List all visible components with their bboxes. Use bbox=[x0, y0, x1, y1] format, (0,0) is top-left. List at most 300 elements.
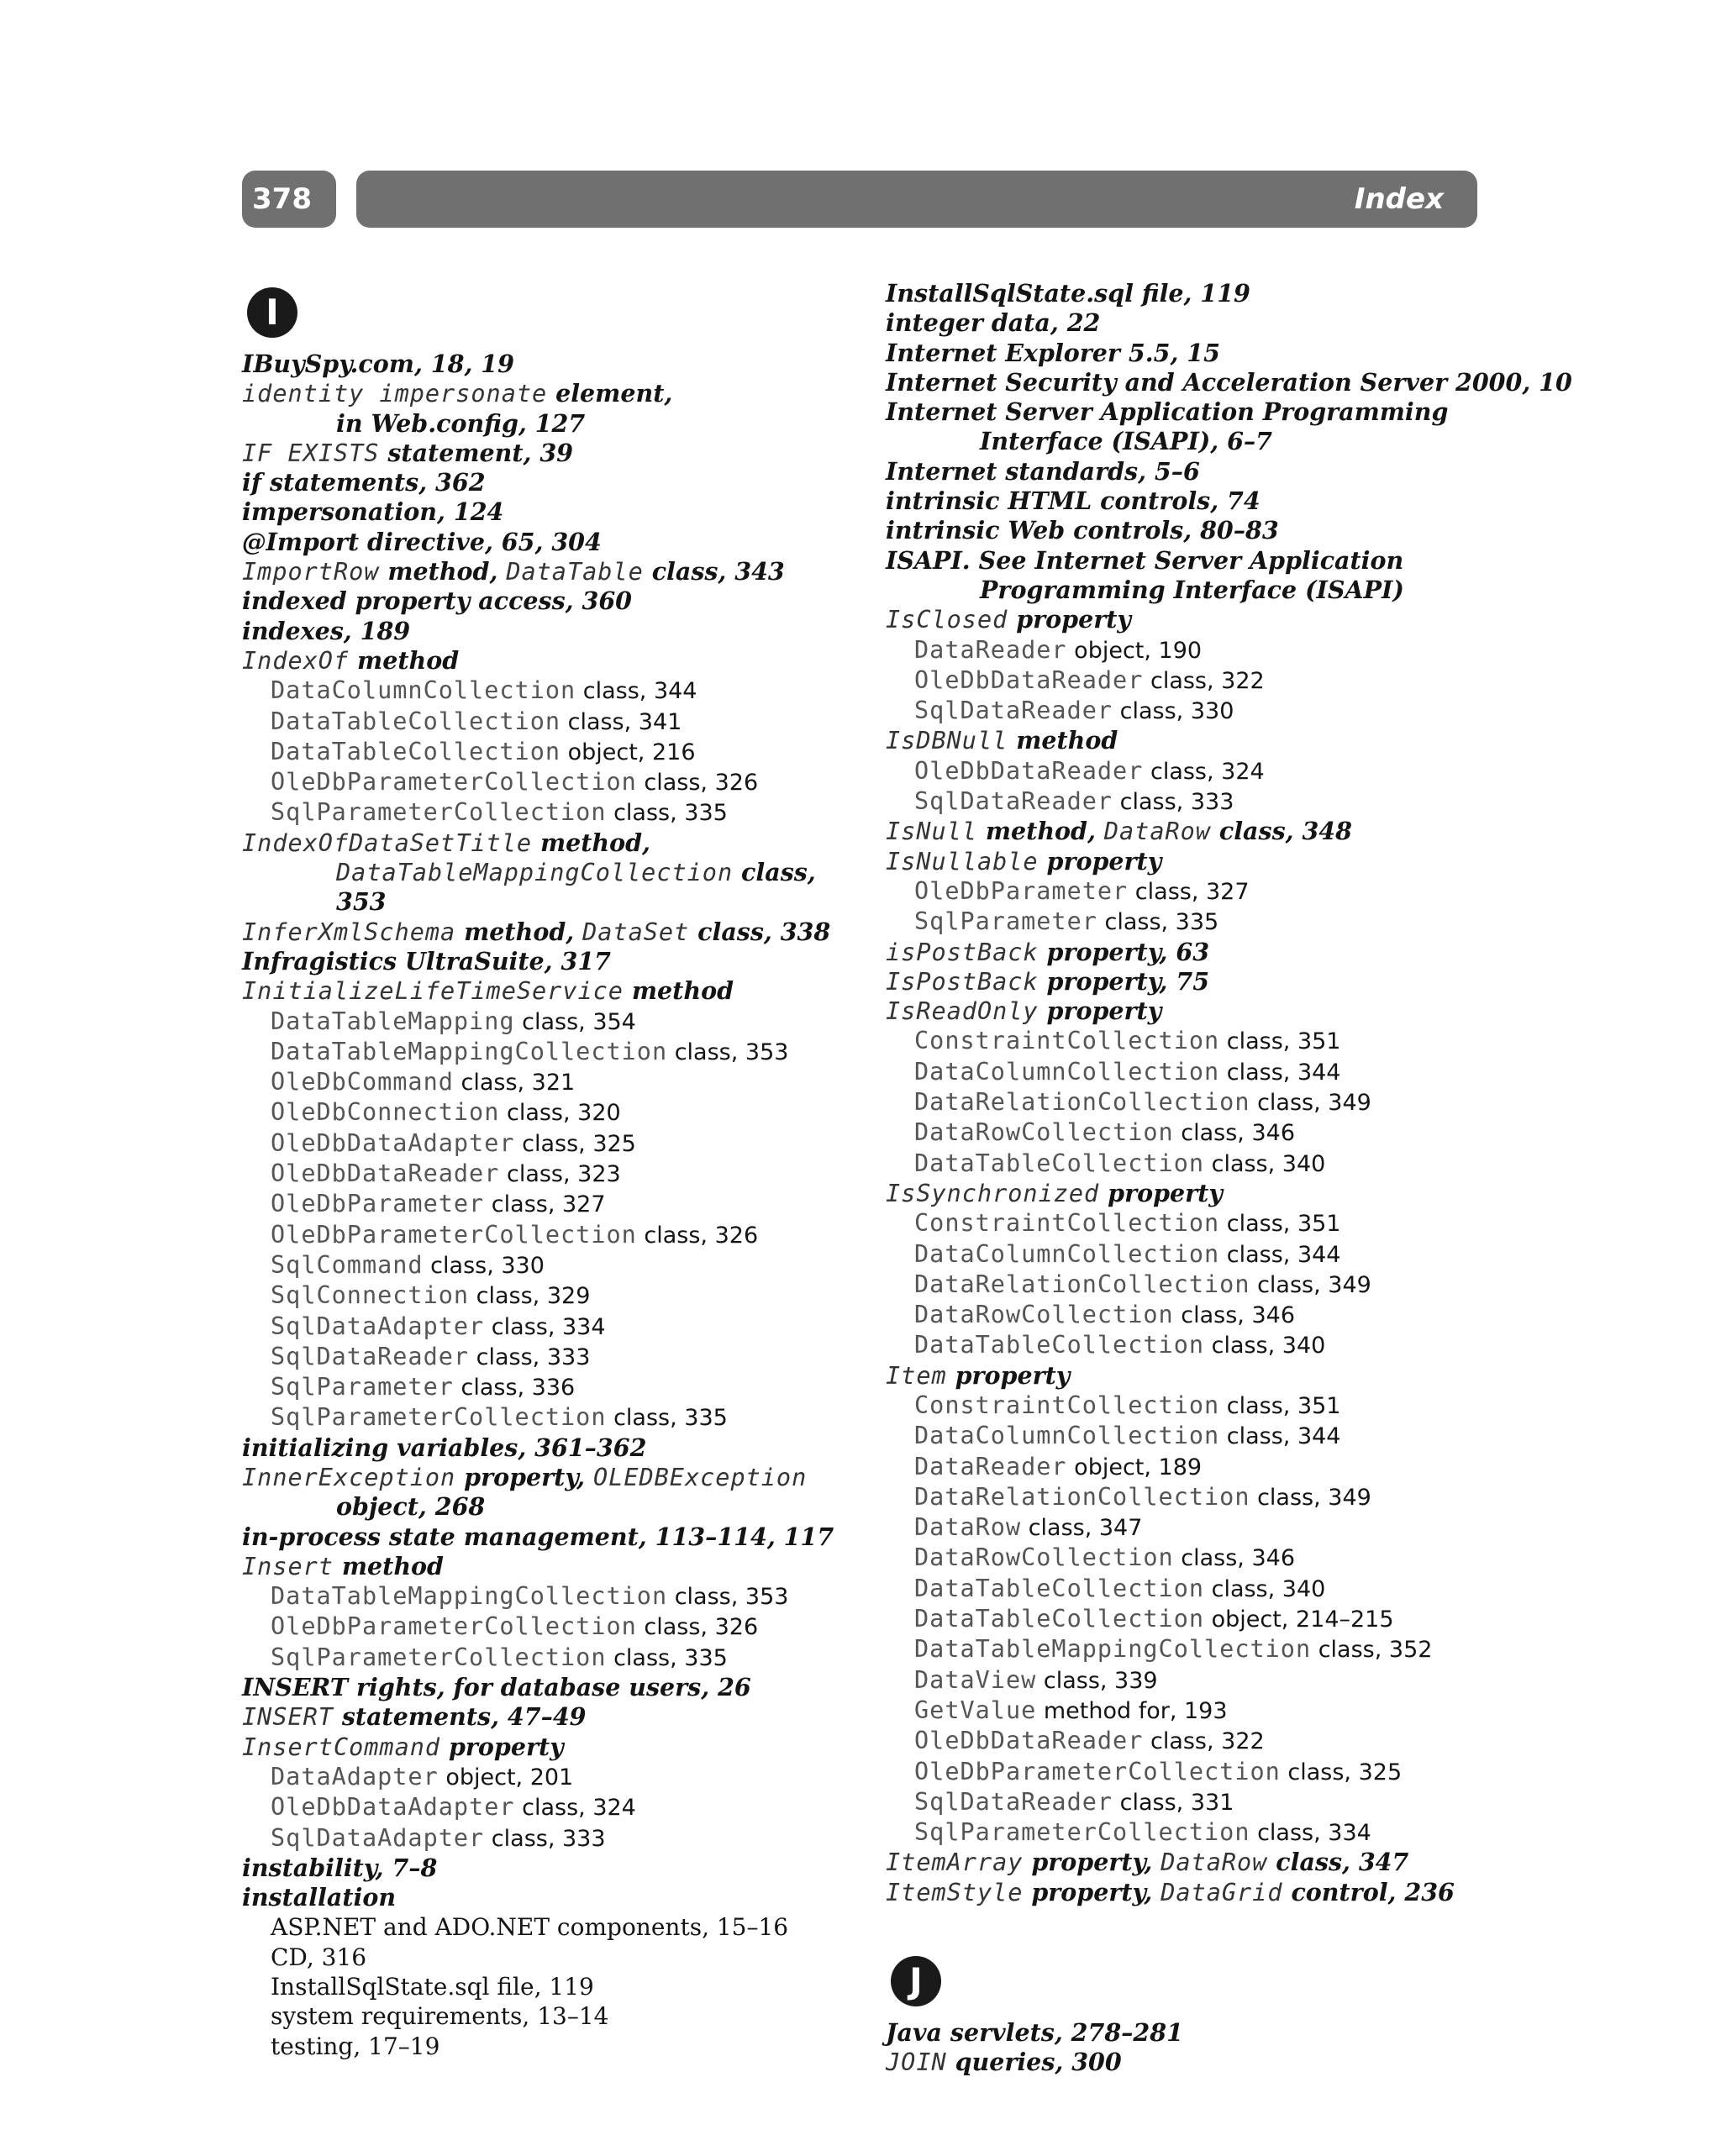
index-subentry bbox=[242, 1581, 881, 1612]
code-term: ItemArray bbox=[886, 1848, 1024, 1877]
entry-text: Internet Explorer 5.5, 15 bbox=[886, 338, 1220, 367]
entry-text: class, 326 bbox=[636, 1614, 759, 1641]
code-term: OleDbConnection bbox=[271, 1098, 500, 1127]
index-entry bbox=[242, 918, 881, 947]
code-term: SqlCommand bbox=[271, 1250, 424, 1279]
index-entry bbox=[242, 646, 881, 676]
code-term: SqlParameter bbox=[271, 1373, 454, 1401]
code-term: OleDbParameterCollection bbox=[271, 768, 637, 797]
entry-continuation bbox=[886, 427, 1524, 456]
entry-text: control, 236 bbox=[1282, 1877, 1455, 1906]
entry-text: class, 335 bbox=[606, 1644, 728, 1671]
index-subentry bbox=[886, 1149, 1524, 1179]
code-term: OleDbDataReader bbox=[271, 1160, 500, 1188]
code-term: isPostBack bbox=[886, 938, 1039, 966]
entry-text: class, 326 bbox=[636, 770, 759, 797]
index-subentry bbox=[886, 665, 1524, 696]
entry-text: object, 189 bbox=[1066, 1454, 1203, 1480]
entry-text: class, 346 bbox=[1173, 1120, 1296, 1147]
index-subentry bbox=[242, 1067, 881, 1097]
entry-text: InstallSqlState.sql file, 119 bbox=[271, 1973, 594, 2001]
code-term: SqlParameterCollection bbox=[271, 1643, 607, 1671]
index-subentry bbox=[242, 1007, 881, 1037]
entry-text: method, bbox=[976, 817, 1104, 846]
index-subentry bbox=[886, 1300, 1524, 1330]
code-term: IsPostBack bbox=[886, 967, 1039, 996]
entry-text: class, 333 bbox=[1113, 789, 1234, 816]
code-term: DataRelationCollection bbox=[914, 1270, 1250, 1298]
code-term: DataTableCollection bbox=[271, 737, 561, 765]
index-entry bbox=[886, 967, 1524, 996]
page-number: 378 bbox=[242, 171, 336, 228]
index-entries bbox=[242, 350, 881, 2061]
entry-text: testing, 17–19 bbox=[271, 2032, 440, 2060]
index-subentry bbox=[886, 1208, 1524, 1238]
index-subentry bbox=[886, 1634, 1524, 1664]
index-subentry bbox=[886, 1330, 1524, 1360]
entry-text: InstallSqlState.sql file, 119 bbox=[886, 279, 1250, 308]
code-term: ConstraintCollection bbox=[914, 1209, 1220, 1238]
entry-text: Internet standards, 5–6 bbox=[886, 456, 1200, 486]
entry-text: class, 334 bbox=[484, 1313, 606, 1340]
code-term: DataColumnCollection bbox=[914, 1422, 1220, 1450]
entry-text: class, 327 bbox=[1128, 878, 1250, 905]
index-subentry bbox=[242, 1912, 881, 1942]
entry-text: class, 351 bbox=[1219, 1028, 1341, 1055]
entry-text: property bbox=[1038, 996, 1162, 1026]
index-entry bbox=[242, 947, 881, 976]
entry-text: class, 340 bbox=[1204, 1150, 1326, 1177]
code-term: DataColumnCollection bbox=[914, 1239, 1220, 1268]
index-subentry bbox=[886, 1726, 1524, 1756]
index-entry bbox=[242, 468, 881, 497]
index-entry bbox=[242, 439, 881, 468]
index-subentry bbox=[242, 1220, 881, 1250]
index-column-right bbox=[886, 279, 1572, 2078]
code-term: DataTableMappingCollection bbox=[914, 1635, 1312, 1664]
code-term: DataRelationCollection bbox=[914, 1482, 1250, 1511]
index-subentry bbox=[886, 756, 1524, 786]
index-entry bbox=[242, 976, 881, 1006]
entry-text: class, 349 bbox=[1250, 1484, 1371, 1511]
code-term: DataColumnCollection bbox=[914, 1057, 1220, 1086]
code-term: Item bbox=[886, 1361, 947, 1390]
section-letter-i: I bbox=[247, 287, 297, 338]
entry-text: class, 333 bbox=[469, 1344, 591, 1370]
code-term: OleDbParameterCollection bbox=[271, 1612, 637, 1641]
code-term: OleDbParameter bbox=[914, 876, 1129, 905]
index-entry bbox=[886, 2018, 1524, 2048]
index-entry bbox=[886, 397, 1524, 457]
entry-text: initializing variables, 361–362 bbox=[242, 1433, 647, 1462]
index-entry bbox=[242, 1702, 881, 1732]
entry-text: class, 344 bbox=[1219, 1059, 1341, 1086]
index-entry bbox=[242, 586, 881, 616]
index-entry bbox=[242, 379, 881, 439]
entry-text: class, 329 bbox=[469, 1283, 591, 1310]
section-letter-j: J bbox=[891, 1956, 941, 2006]
index-subentry bbox=[242, 1612, 881, 1642]
code-term: IsNullable bbox=[886, 847, 1039, 876]
index-subentry bbox=[886, 1087, 1524, 1117]
code-term: DataTableCollection bbox=[914, 1605, 1205, 1633]
entry-text: method bbox=[349, 645, 460, 675]
index-subentry bbox=[886, 1512, 1524, 1543]
entry-text: in Web.config, 127 bbox=[336, 408, 586, 438]
entry-text: class, 353 bbox=[667, 1584, 789, 1611]
index-entry bbox=[242, 528, 881, 557]
entry-text: @Import directive, 65, 304 bbox=[242, 527, 602, 556]
entry-text: intrinsic Web controls, 80–83 bbox=[886, 516, 1279, 545]
code-term: Insert bbox=[242, 1552, 334, 1580]
entry-text: class, 347 bbox=[1267, 1848, 1409, 1877]
index-entry bbox=[242, 1673, 881, 1702]
code-term: InferXmlSchema bbox=[242, 918, 456, 946]
entry-continuation bbox=[242, 858, 881, 887]
entry-text: method bbox=[1008, 726, 1118, 755]
entry-text: method for, 193 bbox=[1036, 1697, 1228, 1724]
index-entry bbox=[886, 339, 1524, 368]
code-term: OleDbDataReader bbox=[914, 756, 1144, 785]
index-entry bbox=[886, 726, 1524, 755]
entry-text: Java servlets, 278–281 bbox=[886, 2018, 1183, 2048]
index-entry bbox=[886, 367, 1572, 397]
code-term: DataGrid bbox=[1160, 1878, 1283, 1906]
entry-text: property, 75 bbox=[1038, 966, 1210, 996]
entry-text: impersonation, 124 bbox=[242, 497, 504, 527]
index-subentry bbox=[242, 1159, 881, 1189]
code-term: DataRowCollection bbox=[914, 1543, 1174, 1572]
code-term: DataTableCollection bbox=[914, 1149, 1205, 1177]
code-term: DataTableMapping bbox=[271, 1007, 515, 1035]
index-subentry bbox=[242, 1972, 881, 2001]
index-entry bbox=[886, 308, 1524, 338]
index-entries bbox=[886, 2018, 1524, 2078]
index-subentry bbox=[242, 1792, 881, 1822]
code-term: DataTable bbox=[506, 558, 644, 586]
entry-text: class, 349 bbox=[1250, 1271, 1371, 1298]
entry-text: class, 327 bbox=[484, 1191, 606, 1218]
entry-text: class, 330 bbox=[1113, 698, 1234, 725]
index-subentry bbox=[242, 2032, 881, 2061]
code-term: SqlDataReader bbox=[271, 1342, 470, 1370]
entry-text: ISAPI. See Internet Server Application bbox=[886, 545, 1404, 575]
code-term: DataRowCollection bbox=[914, 1118, 1174, 1147]
code-term: ItemStyle bbox=[886, 1878, 1024, 1906]
entry-text: property bbox=[1099, 1178, 1223, 1207]
entry-text: property, bbox=[1023, 1848, 1161, 1877]
entry-text: Interface (ISAPI), 6–7 bbox=[980, 427, 1273, 456]
entry-text: property bbox=[946, 1360, 1071, 1390]
index-subentry bbox=[886, 1421, 1524, 1451]
index-subentry bbox=[242, 1189, 881, 1219]
entry-text: class, 323 bbox=[499, 1161, 621, 1188]
entry-text: class, 326 bbox=[636, 1222, 759, 1249]
entry-text: if statements, 362 bbox=[242, 468, 486, 497]
index-subentry bbox=[886, 1543, 1524, 1573]
code-term: DataRow bbox=[1103, 818, 1211, 846]
index-entry bbox=[242, 557, 881, 586]
code-term: OleDbDataAdapter bbox=[271, 1128, 515, 1157]
code-term: IndexOf bbox=[242, 646, 350, 675]
entry-text: class, 346 bbox=[1173, 1545, 1296, 1572]
index-entry bbox=[886, 1361, 1524, 1391]
entry-text: class, 351 bbox=[1219, 1211, 1341, 1238]
code-term: DataRow bbox=[1160, 1848, 1268, 1877]
entry-text: class, 343 bbox=[643, 557, 785, 586]
entry-text: property bbox=[440, 1732, 564, 1761]
index-subentry bbox=[242, 1762, 881, 1792]
index-entry bbox=[886, 546, 1524, 606]
index-subentry bbox=[886, 1574, 1524, 1604]
code-term: InnerException bbox=[242, 1463, 456, 1491]
entry-text: property, bbox=[455, 1462, 594, 1491]
code-term: ConstraintCollection bbox=[914, 1027, 1220, 1055]
code-term: DataRelationCollection bbox=[914, 1088, 1250, 1117]
code-term: OleDbParameterCollection bbox=[914, 1757, 1281, 1785]
index-entry bbox=[886, 1878, 1524, 1907]
code-term: DataAdapter bbox=[271, 1762, 439, 1791]
entry-text: statement, 39 bbox=[379, 438, 574, 467]
code-term: IsDBNull bbox=[886, 727, 1008, 755]
index-subentry bbox=[242, 1250, 881, 1280]
entry-text: method, bbox=[379, 557, 507, 586]
entry-text: class, 338 bbox=[689, 917, 831, 946]
entry-text: class, 351 bbox=[1219, 1392, 1341, 1419]
code-term: OleDbParameter bbox=[271, 1190, 485, 1218]
entry-text: class, 349 bbox=[1250, 1090, 1371, 1117]
entry-text: integer data, 22 bbox=[886, 308, 1101, 338]
entry-text: Programming Interface (ISAPI) bbox=[980, 575, 1404, 604]
index-subentry bbox=[242, 1037, 881, 1067]
code-term: OleDbDataReader bbox=[914, 1727, 1144, 1755]
code-term: DataTableCollection bbox=[914, 1574, 1205, 1602]
index-entry bbox=[886, 1848, 1524, 1877]
code-term: DataTableMappingCollection bbox=[271, 1037, 668, 1065]
entry-text: instability, 7–8 bbox=[242, 1853, 438, 1882]
index-subentry bbox=[886, 1665, 1524, 1696]
code-term: OleDbDataAdapter bbox=[271, 1793, 515, 1822]
entry-text: indexed property access, 360 bbox=[242, 586, 632, 616]
index-subentry bbox=[242, 1128, 881, 1159]
entry-text: property bbox=[1008, 605, 1131, 634]
code-term: DataReader bbox=[914, 1452, 1067, 1480]
index-subentry bbox=[886, 876, 1524, 907]
index-subentry bbox=[242, 1402, 881, 1433]
entry-text: class, 353 bbox=[667, 1039, 789, 1065]
index-entry bbox=[242, 1883, 881, 1912]
index-subentry bbox=[886, 1452, 1524, 1482]
entry-text: Internet Server Application Programming bbox=[886, 397, 1449, 427]
entry-text: class, 341 bbox=[561, 708, 682, 735]
index-entry bbox=[242, 1552, 881, 1581]
code-term: ImportRow bbox=[242, 558, 380, 586]
index-subentry bbox=[886, 1057, 1524, 1087]
index-entry bbox=[886, 817, 1524, 846]
code-term: DataTableMappingCollection bbox=[336, 859, 734, 887]
entry-text: class, 325 bbox=[1280, 1759, 1403, 1785]
index-subentry bbox=[886, 907, 1524, 937]
index-subentry bbox=[886, 1482, 1524, 1512]
code-term: SqlDataAdapter bbox=[271, 1312, 485, 1340]
code-term: DataRow bbox=[914, 1513, 1022, 1542]
index-subentry bbox=[886, 1757, 1524, 1787]
entry-text: object, 201 bbox=[438, 1764, 574, 1791]
entry-text: class, 335 bbox=[1097, 909, 1219, 936]
entry-text: class, bbox=[733, 858, 816, 887]
entry-text: class, 340 bbox=[1204, 1333, 1326, 1359]
index-entry bbox=[886, 279, 1524, 308]
entry-text: object, 214–215 bbox=[1204, 1606, 1394, 1633]
code-term: DataColumnCollection bbox=[271, 676, 576, 705]
code-term: SqlParameterCollection bbox=[914, 1818, 1250, 1847]
entry-text: CD, 316 bbox=[271, 1943, 367, 1971]
entry-text: ASP.NET and ADO.NET components, 15–16 bbox=[271, 1913, 789, 1942]
code-term: SqlDataReader bbox=[914, 1787, 1113, 1816]
index-entry bbox=[242, 1433, 881, 1463]
code-term: JOIN bbox=[886, 2048, 947, 2077]
entry-text: property, bbox=[1023, 1877, 1161, 1906]
index-subentry bbox=[242, 2001, 881, 2031]
code-term: IndexOfDataSetTitle bbox=[242, 828, 533, 857]
entry-text: class, 334 bbox=[1250, 1820, 1371, 1847]
code-term: OLEDBException bbox=[593, 1463, 808, 1491]
index-subentry bbox=[242, 1643, 881, 1673]
code-term: OleDbParameterCollection bbox=[271, 1220, 637, 1249]
entry-text: Internet Security and Acceleration Server 2000, 10 bbox=[886, 367, 1572, 397]
entry-text: element, bbox=[547, 379, 673, 408]
index-subentry bbox=[242, 767, 881, 797]
index-subentry bbox=[242, 1943, 881, 1972]
index-subentry bbox=[242, 1312, 881, 1342]
entry-text: class, 347 bbox=[1021, 1515, 1143, 1542]
code-term: SqlConnection bbox=[271, 1281, 470, 1310]
code-term: IsNull bbox=[886, 818, 977, 846]
entry-text: class, 346 bbox=[1173, 1302, 1296, 1329]
index-subentry bbox=[886, 1239, 1524, 1270]
entry-continuation bbox=[242, 1492, 881, 1522]
index-entry bbox=[886, 2048, 1524, 2077]
entry-text: class, 352 bbox=[1311, 1637, 1433, 1664]
entry-text: class, 322 bbox=[1143, 1728, 1265, 1755]
entry-text: queries, 300 bbox=[946, 2048, 1122, 2077]
entry-text: object, 268 bbox=[336, 1492, 486, 1522]
index-subentry bbox=[242, 1097, 881, 1128]
code-term: DataView bbox=[914, 1665, 1037, 1694]
entry-text: class, 325 bbox=[514, 1130, 636, 1157]
entry-text: method bbox=[333, 1551, 444, 1580]
index-entry bbox=[242, 1522, 881, 1552]
code-term: IsClosed bbox=[886, 606, 1008, 634]
entry-text: statements, 47–49 bbox=[333, 1702, 587, 1732]
code-term: GetValue bbox=[914, 1696, 1037, 1724]
entry-continuation bbox=[242, 887, 881, 917]
index-entry bbox=[886, 1179, 1524, 1208]
entry-text: property bbox=[1038, 846, 1162, 876]
index-subentry bbox=[886, 1696, 1524, 1726]
index-column-left bbox=[242, 284, 881, 2061]
entry-text: class, 331 bbox=[1113, 1789, 1234, 1816]
index-entry bbox=[242, 828, 881, 918]
code-term: SqlDataReader bbox=[914, 697, 1113, 725]
code-term: OleDbDataReader bbox=[914, 665, 1144, 694]
code-term: DataTableMappingCollection bbox=[271, 1582, 668, 1611]
entry-text: IBuySpy.com, 18, 19 bbox=[242, 350, 514, 378]
entry-text: Infragistics UltraSuite, 317 bbox=[242, 946, 611, 975]
entry-text: method bbox=[623, 976, 734, 1006]
code-term: ConstraintCollection bbox=[914, 1391, 1220, 1419]
entry-continuation bbox=[886, 576, 1524, 605]
code-term: IsReadOnly bbox=[886, 997, 1039, 1026]
index-subentry bbox=[886, 786, 1524, 817]
entry-text: object, 190 bbox=[1066, 637, 1203, 664]
index-subentry bbox=[242, 1372, 881, 1402]
code-term: InsertCommand bbox=[242, 1733, 441, 1761]
index-entry bbox=[886, 938, 1524, 967]
index-subentry bbox=[242, 1823, 881, 1854]
entry-text: class, 324 bbox=[1143, 758, 1265, 785]
entry-continuation bbox=[242, 409, 881, 439]
entry-text: object, 216 bbox=[561, 739, 696, 765]
code-term: DataSet bbox=[582, 918, 690, 946]
entry-text: class, 321 bbox=[453, 1070, 576, 1096]
entry-text: class, 344 bbox=[1219, 1241, 1341, 1268]
entry-text: class, 335 bbox=[606, 800, 728, 827]
code-term: IF EXISTS bbox=[242, 439, 380, 467]
code-term: SqlParameter bbox=[914, 907, 1097, 936]
index-entry bbox=[886, 516, 1524, 545]
index-subentry bbox=[886, 1270, 1524, 1300]
index-entry bbox=[242, 1854, 881, 1883]
index-entry bbox=[886, 847, 1524, 876]
entry-text: class, 322 bbox=[1143, 667, 1265, 694]
entry-text: indexes, 189 bbox=[242, 616, 411, 645]
code-term: INSERT bbox=[242, 1703, 334, 1732]
code-term: SqlParameterCollection bbox=[271, 1403, 607, 1432]
index-entry bbox=[242, 1463, 881, 1522]
index-subentry bbox=[886, 1604, 1524, 1634]
entry-text: class, 324 bbox=[514, 1795, 636, 1822]
entry-text: system requirements, 13–14 bbox=[271, 2002, 609, 2031]
entry-text: class, 333 bbox=[484, 1825, 606, 1852]
index-entry bbox=[886, 996, 1524, 1026]
entry-text: class, 320 bbox=[499, 1100, 621, 1127]
entry-text: class, 344 bbox=[1219, 1423, 1341, 1450]
index-subentry bbox=[242, 1280, 881, 1311]
index-entry bbox=[886, 486, 1524, 516]
index-entry bbox=[886, 605, 1524, 634]
index-subentry bbox=[242, 707, 881, 737]
index-entry bbox=[886, 457, 1524, 486]
entry-text: method, bbox=[455, 917, 583, 946]
index-subentry bbox=[886, 1391, 1524, 1421]
index-subentry bbox=[886, 1787, 1524, 1817]
index-entries bbox=[886, 279, 1572, 1907]
entry-text: property, 63 bbox=[1038, 937, 1210, 966]
index-subentry bbox=[242, 737, 881, 767]
code-term: SqlParameterCollection bbox=[271, 798, 607, 827]
index-subentry bbox=[242, 1342, 881, 1372]
code-term: DataTableCollection bbox=[914, 1331, 1205, 1359]
code-term: IsSynchronized bbox=[886, 1179, 1100, 1207]
code-term: InitializeLifeTimeService bbox=[242, 977, 624, 1006]
code-term: identity impersonate bbox=[242, 380, 548, 408]
entry-text: class, 336 bbox=[453, 1375, 576, 1401]
code-term: DataRowCollection bbox=[914, 1301, 1174, 1329]
code-term: SqlDataReader bbox=[914, 787, 1113, 816]
entry-text: class, 340 bbox=[1204, 1575, 1326, 1602]
entry-text: in-process state management, 113–114, 117 bbox=[242, 1522, 834, 1551]
